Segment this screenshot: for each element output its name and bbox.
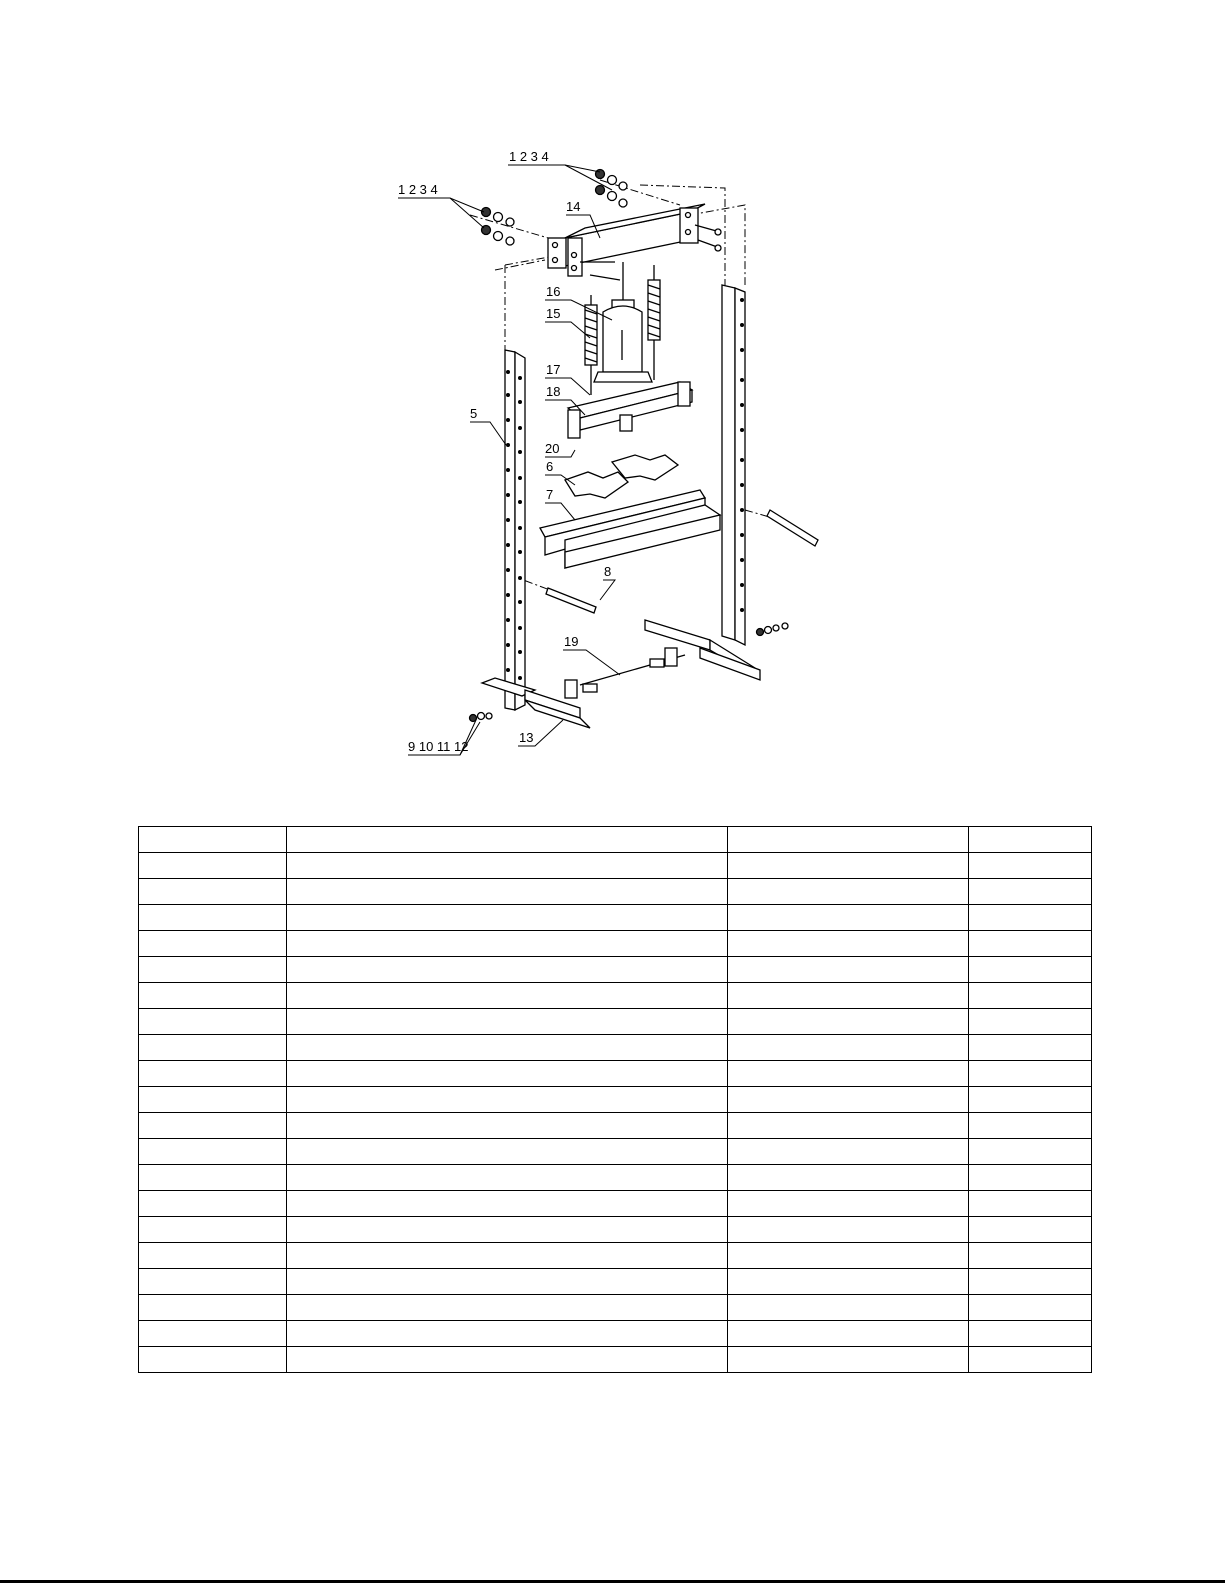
table-cell bbox=[139, 957, 287, 983]
callout-13: 13 bbox=[519, 730, 534, 745]
table-cell bbox=[287, 853, 728, 879]
table-cell bbox=[139, 1061, 287, 1087]
table-cell bbox=[287, 1243, 728, 1269]
table-cell bbox=[139, 827, 287, 853]
table-cell bbox=[287, 957, 728, 983]
table-row bbox=[139, 1217, 1092, 1243]
table-cell bbox=[728, 1139, 969, 1165]
table-cell bbox=[728, 853, 969, 879]
table-cell bbox=[969, 1139, 1092, 1165]
table-row bbox=[139, 879, 1092, 905]
table-cell bbox=[969, 931, 1092, 957]
table-row bbox=[139, 1087, 1092, 1113]
table-row bbox=[139, 931, 1092, 957]
table-cell bbox=[287, 1035, 728, 1061]
table-cell bbox=[287, 827, 728, 853]
fastener-group-bottom-right bbox=[757, 623, 789, 636]
callout-8: 8 bbox=[604, 564, 612, 579]
table-cell bbox=[287, 1087, 728, 1113]
callout-16: 16 bbox=[546, 284, 561, 299]
table-row bbox=[139, 853, 1092, 879]
table-cell bbox=[728, 1347, 969, 1373]
table-cell bbox=[969, 853, 1092, 879]
table-row bbox=[139, 1165, 1092, 1191]
table-cell bbox=[728, 1087, 969, 1113]
table-cell bbox=[139, 1139, 287, 1165]
table-row bbox=[139, 827, 1092, 853]
table-cell bbox=[287, 1295, 728, 1321]
table-row bbox=[139, 1347, 1092, 1373]
table-cell bbox=[728, 1243, 969, 1269]
table-cell bbox=[969, 1165, 1092, 1191]
callout-14: 14 bbox=[566, 199, 581, 214]
table-row bbox=[139, 1009, 1092, 1035]
table-cell bbox=[969, 1243, 1092, 1269]
table-cell bbox=[969, 1087, 1092, 1113]
table-cell bbox=[139, 1243, 287, 1269]
table-row bbox=[139, 1269, 1092, 1295]
table-cell bbox=[287, 983, 728, 1009]
table-cell bbox=[728, 1217, 969, 1243]
table-cell bbox=[969, 1295, 1092, 1321]
table-cell bbox=[728, 879, 969, 905]
table-cell bbox=[728, 1165, 969, 1191]
table-cell bbox=[139, 1217, 287, 1243]
table-cell bbox=[287, 1061, 728, 1087]
table-cell bbox=[139, 1347, 287, 1373]
parts-list-table bbox=[138, 826, 1092, 1373]
table-cell bbox=[969, 983, 1092, 1009]
table-cell bbox=[139, 905, 287, 931]
callout-17: 17 bbox=[546, 362, 561, 377]
table-cell bbox=[139, 1191, 287, 1217]
table-cell bbox=[728, 1295, 969, 1321]
table-cell bbox=[139, 1009, 287, 1035]
table-cell bbox=[728, 1009, 969, 1035]
tie-rod bbox=[565, 648, 685, 698]
table-cell bbox=[969, 1009, 1092, 1035]
table-cell bbox=[139, 1113, 287, 1139]
table-cell bbox=[287, 1269, 728, 1295]
table-cell bbox=[139, 931, 287, 957]
table-row bbox=[139, 1139, 1092, 1165]
callout-9-10-11-12: 9 10 11 12 bbox=[408, 739, 469, 754]
table-cell bbox=[139, 1035, 287, 1061]
table-cell bbox=[969, 827, 1092, 853]
table-cell bbox=[139, 983, 287, 1009]
bed-channels bbox=[540, 490, 720, 568]
table-cell bbox=[728, 957, 969, 983]
callout-1-2-3-4-top: 1 2 3 4 bbox=[509, 149, 549, 164]
callout-19: 19 bbox=[564, 634, 579, 649]
table-cell bbox=[139, 1321, 287, 1347]
table-cell bbox=[287, 1165, 728, 1191]
table-cell bbox=[139, 1087, 287, 1113]
callout-7: 7 bbox=[546, 487, 554, 502]
table-cell bbox=[969, 1321, 1092, 1347]
table-cell bbox=[287, 931, 728, 957]
jack-beam bbox=[568, 382, 692, 438]
table-cell bbox=[728, 983, 969, 1009]
table-cell bbox=[728, 1061, 969, 1087]
table-cell bbox=[287, 905, 728, 931]
table-cell bbox=[728, 1321, 969, 1347]
page-bottom-rule bbox=[0, 1580, 1225, 1583]
table-cell bbox=[728, 1269, 969, 1295]
table-cell bbox=[728, 827, 969, 853]
table-row bbox=[139, 1191, 1092, 1217]
exploded-view-diagram bbox=[380, 140, 840, 770]
table-cell bbox=[139, 879, 287, 905]
fastener-group-top bbox=[596, 170, 628, 208]
table-cell bbox=[969, 905, 1092, 931]
callout-5: 5 bbox=[470, 406, 478, 421]
table-cell bbox=[969, 1217, 1092, 1243]
left-column bbox=[505, 350, 525, 710]
table-cell bbox=[969, 1061, 1092, 1087]
table-cell bbox=[969, 1113, 1092, 1139]
table-cell bbox=[969, 957, 1092, 983]
callout-15: 15 bbox=[546, 306, 561, 321]
table-cell bbox=[728, 1035, 969, 1061]
table-cell bbox=[969, 1269, 1092, 1295]
table-cell bbox=[287, 879, 728, 905]
table-cell bbox=[287, 1347, 728, 1373]
callout-18: 18 bbox=[546, 384, 561, 399]
table-cell bbox=[287, 1321, 728, 1347]
table-cell bbox=[287, 1217, 728, 1243]
table-row bbox=[139, 983, 1092, 1009]
table-cell bbox=[728, 1113, 969, 1139]
table-cell bbox=[969, 1035, 1092, 1061]
table-cell bbox=[287, 1191, 728, 1217]
table-row bbox=[139, 1113, 1092, 1139]
table-cell bbox=[287, 1113, 728, 1139]
table-row bbox=[139, 957, 1092, 983]
table-row bbox=[139, 1321, 1092, 1347]
table-cell bbox=[139, 1165, 287, 1191]
table-cell bbox=[139, 1295, 287, 1321]
callout-1-2-3-4-left: 1 2 3 4 bbox=[398, 182, 438, 197]
table-cell bbox=[139, 853, 287, 879]
table-row bbox=[139, 1061, 1092, 1087]
bottle-jack bbox=[594, 262, 652, 382]
table-row bbox=[139, 905, 1092, 931]
table-cell bbox=[969, 879, 1092, 905]
callout-6: 6 bbox=[546, 459, 554, 474]
callout-20: 20 bbox=[545, 441, 560, 456]
fastener-group-left bbox=[482, 208, 515, 246]
table-row bbox=[139, 1243, 1092, 1269]
right-column bbox=[722, 285, 745, 645]
table-cell bbox=[287, 1139, 728, 1165]
table-row bbox=[139, 1035, 1092, 1061]
table-cell bbox=[969, 1347, 1092, 1373]
table-cell bbox=[139, 1269, 287, 1295]
table-cell bbox=[728, 931, 969, 957]
press-plates bbox=[565, 455, 678, 498]
table-cell bbox=[728, 1191, 969, 1217]
table-cell bbox=[287, 1009, 728, 1035]
table-row bbox=[139, 1295, 1092, 1321]
table-cell bbox=[728, 905, 969, 931]
table-cell bbox=[969, 1191, 1092, 1217]
fastener-group-bottom-left bbox=[470, 713, 493, 722]
